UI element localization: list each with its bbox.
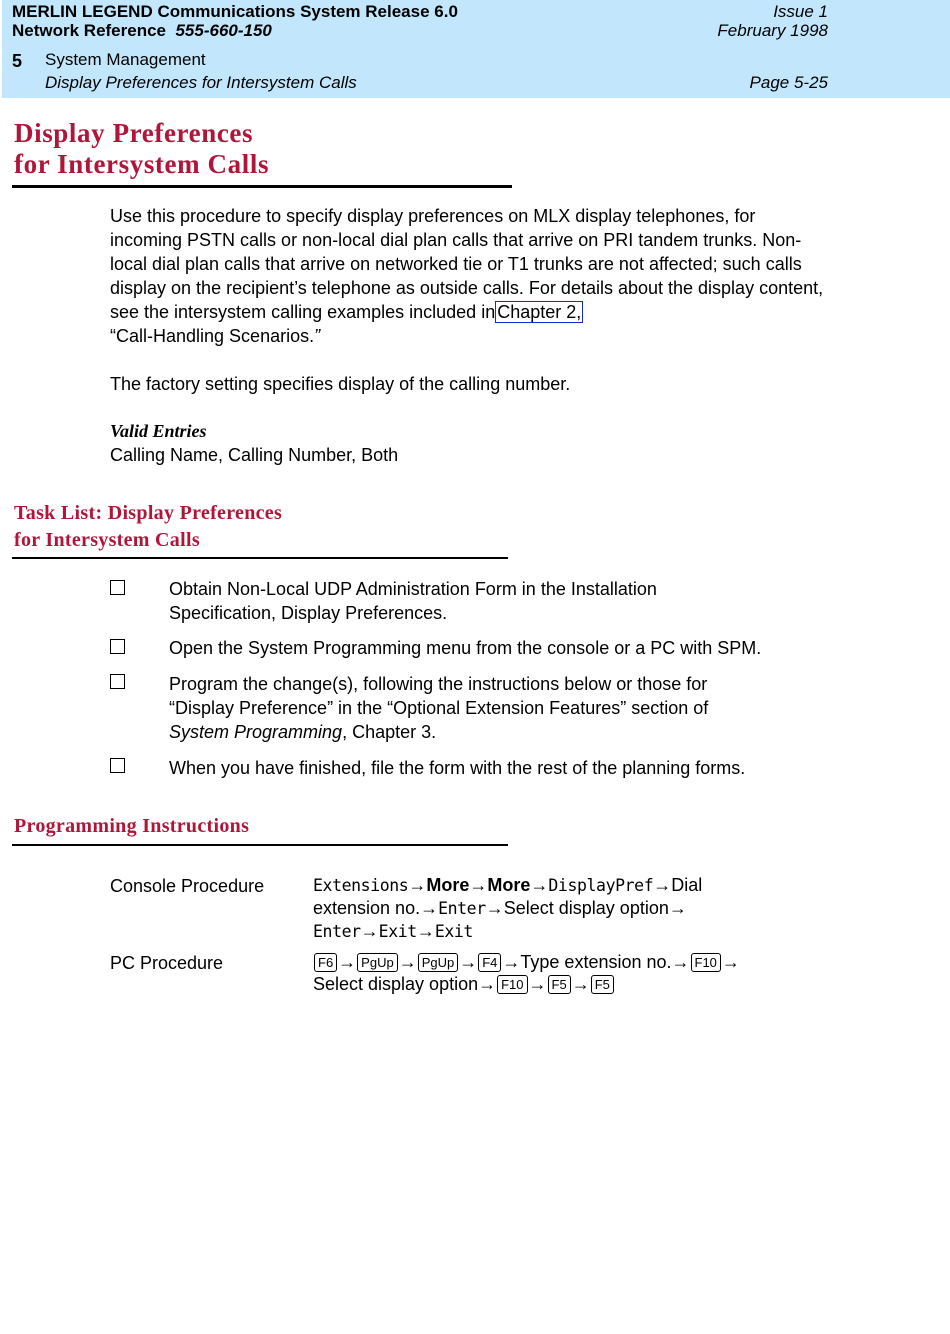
extension-number-text: extension no.: [313, 898, 421, 918]
f10-key: F10: [691, 953, 721, 972]
arrow: →: [653, 875, 672, 895]
pc-line-2: [313, 973, 833, 995]
arrow: →: [721, 952, 740, 972]
page-title: [14, 118, 269, 180]
console-procedure-label: Console Procedure: [110, 876, 265, 896]
page-title-line2: for Intersystem Calls: [14, 149, 270, 179]
more-button: More: [426, 875, 470, 895]
doc-number: 555-660-150: [175, 21, 272, 40]
page-number: Page 5-25: [749, 73, 828, 92]
task-list-heading-line1: Task List: Display Preferences: [14, 502, 283, 524]
issue-date: February 1998: [717, 21, 828, 40]
factory-setting-text: The factory setting specifies display of the calling number.: [110, 374, 571, 394]
task-list-rule: [12, 557, 508, 559]
doc-label: Network Reference: [12, 21, 167, 40]
intro-end-quote: ”: [314, 326, 321, 346]
intro-text-cont: “Call-Handling Scenarios.: [110, 326, 315, 346]
arrow: →: [528, 974, 547, 994]
select-option-text: Select display option: [503, 898, 669, 918]
doc-reference: [12, 21, 272, 41]
issue-label: Issue 1: [773, 2, 828, 21]
task-checkbox-2[interactable]: [110, 639, 125, 654]
task-item-3-line1: Program the change(s), following the instructions below or those for: [169, 674, 708, 694]
extensions-display-button: Extensions: [313, 876, 409, 895]
f10-key: F10: [497, 975, 527, 994]
dial-text: Dial: [671, 875, 703, 895]
arrow: →: [668, 898, 687, 918]
arrow: →: [420, 898, 439, 918]
type-extension-text: Type extension no.: [520, 952, 672, 972]
arrow: →: [398, 952, 417, 972]
task-checkbox-1[interactable]: [110, 580, 125, 595]
arrow: →: [502, 952, 521, 972]
console-line-1: [313, 874, 833, 897]
arrow: →: [478, 974, 497, 994]
displaypref-display-button: DisplayPref: [548, 876, 654, 895]
programming-rule: [12, 844, 508, 846]
product-title: MERLIN LEGEND Communications System Release 6.0: [12, 2, 458, 21]
arrow: →: [571, 974, 590, 994]
exit-display-button: Exit: [434, 922, 473, 941]
console-line-2: [313, 897, 833, 920]
task-item-1-line2: Specification, Display Preferences.: [169, 603, 448, 623]
page-title-line1: Display Preferences: [14, 118, 254, 148]
task-item-3-line3: [169, 720, 834, 744]
arrow: →: [360, 921, 379, 941]
task-item-2: Open the System Programming menu from the console or a PC with SPM.: [169, 638, 762, 658]
pc-procedure-steps: [313, 951, 833, 995]
pc-line-1: [313, 951, 833, 973]
task-checkbox-4[interactable]: [110, 758, 125, 773]
task-checkbox-3[interactable]: [110, 674, 125, 689]
console-line-3: [313, 920, 833, 943]
intro-text: Use this procedure to specify display preferences on MLX display telephones, for incoming PSTN calls or non-local dial plan calls that arrive on PRI tandem trunks. Non-local dial plan calls that arrive on networked tie or T1 trunks are not affected; such calls display on the recipient’s telephone as outside calls. For details about the display content, see the intersystem calling examples included in: [110, 206, 824, 322]
task-list-heading-line2: for Intersystem Calls: [14, 529, 200, 551]
arrow: →: [671, 952, 690, 972]
title-rule: [12, 185, 512, 188]
arrow: →: [338, 952, 357, 972]
arrow: →: [416, 921, 435, 941]
pgup-key: PgUp: [418, 953, 459, 972]
task-item-4: When you have finished, file the form with the rest of the planning forms.: [169, 758, 746, 778]
console-procedure-steps: [313, 874, 833, 943]
valid-entries-heading: Valid Entries: [110, 421, 207, 441]
f6-key: F6: [314, 953, 337, 972]
system-programming-title: System Programming: [169, 722, 343, 742]
exit-display-button: Exit: [378, 922, 417, 941]
chapter-2-link[interactable]: Chapter 2,: [497, 302, 582, 322]
enter-display-button: Enter: [438, 899, 486, 918]
f5-key: F5: [548, 975, 571, 994]
arrow: →: [459, 952, 478, 972]
task-item-3-line2: “Display Preference” in the “Optional Extension Features” section of: [169, 698, 709, 718]
enter-display-button: Enter: [313, 922, 361, 941]
select-option-text: Select display option: [313, 974, 479, 994]
pgup-key: PgUp: [357, 953, 398, 972]
arrow: →: [485, 898, 504, 918]
task-item-1-line1: Obtain Non-Local UDP Administration Form in the Installation: [169, 579, 657, 599]
f5-key: F5: [591, 975, 614, 994]
arrow: →: [469, 875, 488, 895]
chapter-title: System Management: [45, 50, 206, 69]
task-item-3-tail: , Chapter 3.: [342, 722, 437, 742]
more-button: More: [487, 875, 531, 895]
valid-entries-text: Calling Name, Calling Number, Both: [110, 445, 399, 465]
pc-procedure-label: PC Procedure: [110, 953, 224, 973]
task-item-1: [169, 577, 834, 625]
intro-paragraph: [110, 204, 830, 348]
arrow: →: [408, 875, 427, 895]
chapter-number: 5: [12, 51, 23, 71]
task-item-3: [169, 672, 834, 744]
programming-heading: Programming Instructions: [14, 815, 250, 837]
f4-key: F4: [478, 953, 501, 972]
task-list-heading: [14, 500, 282, 554]
arrow: →: [530, 875, 549, 895]
section-title: Display Preferences for Intersystem Calls: [45, 73, 357, 92]
